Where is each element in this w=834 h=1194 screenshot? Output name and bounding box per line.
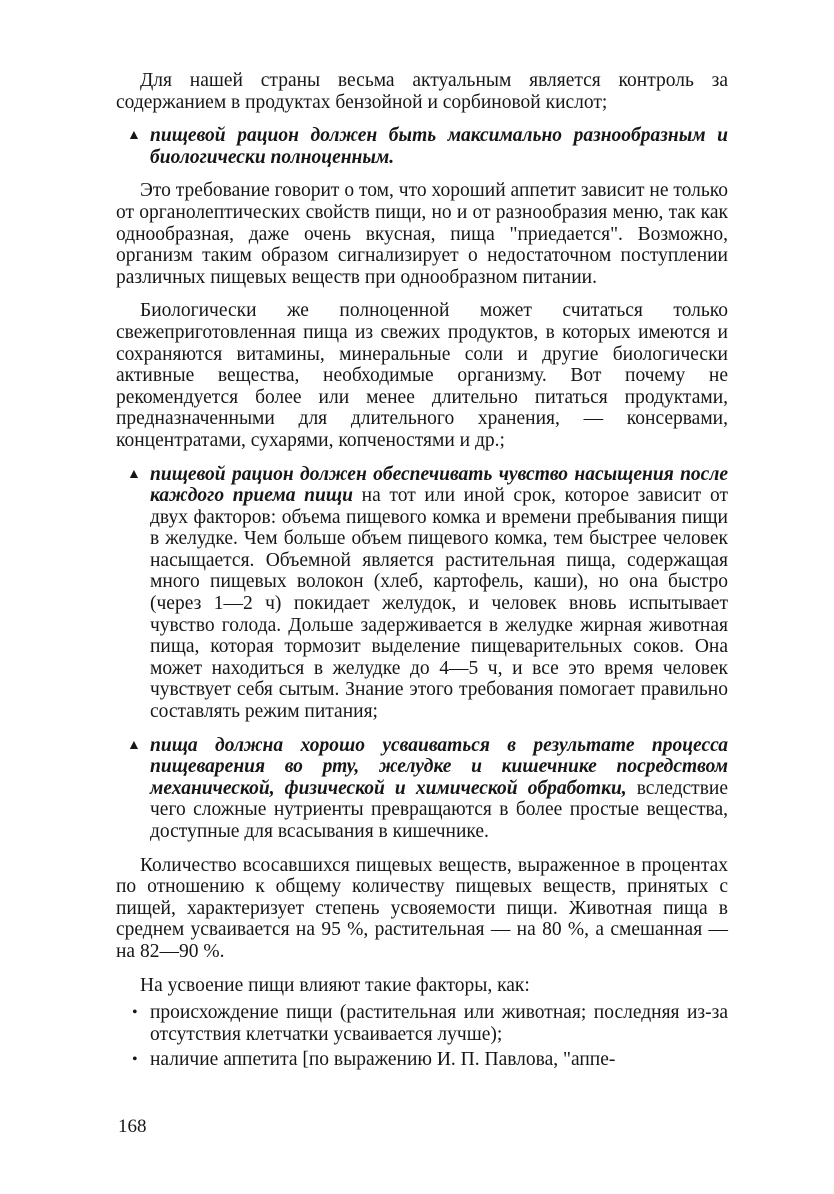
- dot-bullet-icon: •: [132, 1004, 138, 1022]
- paragraph-3: Биологически же полноценной может считаться только свежеприготовленная пища из свежих продуктов, в которых имеются и сохраняются витамины, минеральные соли и другие биологически активные вещества, необходимые организму. Вот почему не рекомендуется более или менее длительно питаться продуктами, предназначенными для длительного хранения, — консервами, концентратами, сухарями, копченостями и др.;: [116, 300, 728, 451]
- bullet-1-emphasis: пищевой рацион должен быть максимально разнообразным и биологически полноценным.: [150, 125, 728, 168]
- dot-bullet-icon: •: [132, 1051, 138, 1069]
- page-body: [116, 70, 728, 1071]
- triangle-bullet-icon: ▲: [127, 466, 141, 482]
- paragraph-1: Для нашей страны весьма актуальным является контроль за содержанием в продуктах бензойной и сорбиновой кислот;: [116, 70, 728, 113]
- dot-bullet-2: [116, 1049, 728, 1071]
- bullet-3-emphasis: пища должна хорошо усваиваться в результате процесса пищеварения во рту, желудке и кишечнике посредством механической, физической и химической обработки,: [150, 734, 728, 799]
- paragraph-5: На усвоение пищи влияют такие факторы, как:: [140, 974, 530, 996]
- dot-bullet-2-text: наличие аппетита [по выражению И. П. Павлова, "аппе-: [150, 1049, 616, 1071]
- paragraph-4: Количество всосавшихся пищевых веществ, выраженное в процентах по отношению к общему количеству пищевых веществ, принятых с пищей, характеризует степень усвояемости пищи. Животная пища в среднем усваивается на 95 %, растительная — на 80 %, а смешанная — на 82—90 %.: [116, 854, 728, 962]
- dot-bullet-1-text: происхождение пищи (растительная или животная; последняя из-за отсутствия клетчатки усваивается лучше);: [150, 1002, 728, 1045]
- triangle-bullet-icon: ▲: [127, 737, 141, 753]
- triangle-bullet-icon: ▲: [127, 128, 141, 144]
- triangle-bullet-1: [116, 125, 728, 168]
- dot-bullet-1: [116, 1002, 728, 1045]
- page-number: 168: [118, 1116, 147, 1137]
- bullet-2-text: на тот или иной срок, которое зависит от двух факторов: объема пищевого комка и времени пребывания пищи в желудке. Чем больше объем пищевого комка, тем быстрее человек насыщается. Объемной является растительная пища, содержащая много пищевых волокон (хлеб, картофель, каши), но она быстро (через 1—2 ч) покидает желудок, и человек вновь испытывает чувство голода. Дольше задерживается в желудке жирная животная пища, которая тормозит выделение пищеварительных соков. Она может находиться в желудке до 4—5 ч, и все это время человек чувствует себя сытым. Знание этого требования помогает правильно составлять режим питания;: [150, 485, 729, 723]
- bullet-3-text: вследствие чего сложные нутриенты превращаются в более простые вещества, доступные для всасывания в кишечнике.: [150, 777, 728, 842]
- paragraph-2: Это требование говорит о том, что хороший аппетит зависит не только от органолептических свойств пищи, но и от разнообразия меню, так как однообразная, даже очень вкусная, пища "приедается". Возможно, организм таким образом сигнализирует о недостаточном поступлении различных пищевых веществ при однообразном питании.: [116, 180, 728, 288]
- triangle-bullet-3: [116, 735, 728, 843]
- triangle-bullet-2: [116, 464, 728, 723]
- bullet-2-emphasis: пищевой рацион должен обеспечивать чувство насыщения после каждого приема пищи: [150, 463, 728, 507]
